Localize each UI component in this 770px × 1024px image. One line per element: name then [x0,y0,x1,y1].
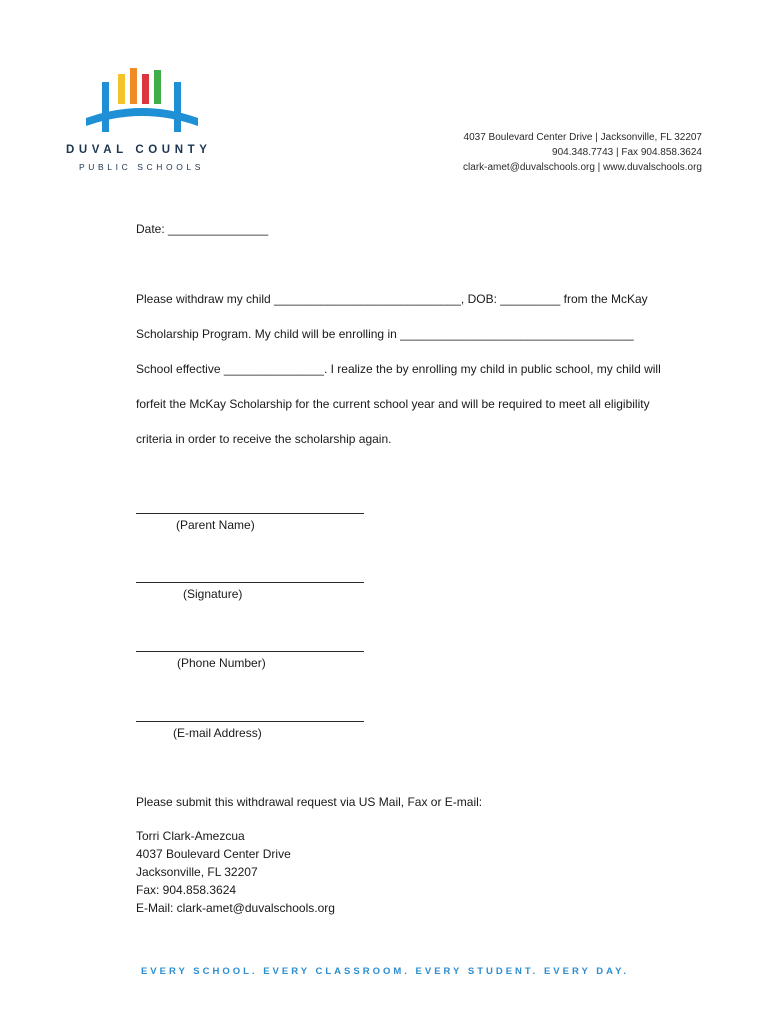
bridge-logo-icon [82,64,202,136]
parent-name-line [136,513,364,514]
contact-name: Torri Clark-Amezcua [136,829,245,843]
phone-number-line [136,651,364,652]
signature-line [136,582,364,583]
phone-fax: 904.348.7743 | Fax 904.858.3624 [552,147,702,158]
footer-tagline: EVERY SCHOOL. EVERY CLASSROOM. EVERY STUDENT. EVERY DAY. [140,966,630,977]
paragraph-line-1: Please withdraw my child ____________________________, DOB: _________ from the McKay [136,292,648,306]
logo-text-county: DUVAL COUNTY [66,144,212,156]
district-logo [64,64,224,176]
paragraph-line-3: School effective _______________. I realize the by enrolling my child in public school, my child will [136,362,661,376]
street-address: 4037 Boulevard Center Drive | Jacksonville, FL 32207 [463,132,702,143]
paragraph-line-4: forfeit the McKay Scholarship for the current school year and will be required to meet all eligibility [136,397,650,411]
contact-city: Jacksonville, FL 32207 [136,865,258,879]
contact-fax: Fax: 904.858.3624 [136,883,237,897]
letterhead-address [463,130,702,175]
submission-instruction: Please submit this withdrawal request via US Mail, Fax or E-mail: [136,795,483,809]
parent-name-label: (Parent Name) [176,518,255,532]
email-website: clark-amet@duvalschools.org | www.duvalschools.org [463,162,702,173]
contact-email: E-Mail: clark-amet@duvalschools.org [136,901,335,915]
email-address-label: (E-mail Address) [173,726,262,740]
signature-label: (Signature) [183,587,243,601]
email-address-line [136,721,364,722]
paragraph-line-5: criteria in order to receive the scholarship again. [136,432,392,446]
phone-number-label: (Phone Number) [177,656,266,670]
contact-street: 4037 Boulevard Center Drive [136,847,291,861]
date-field: Date: _______________ [136,222,269,236]
logo-text-schools: PUBLIC SCHOOLS [79,162,205,172]
paragraph-line-2: Scholarship Program. My child will be enrolling in ___________________________________ [136,327,634,341]
